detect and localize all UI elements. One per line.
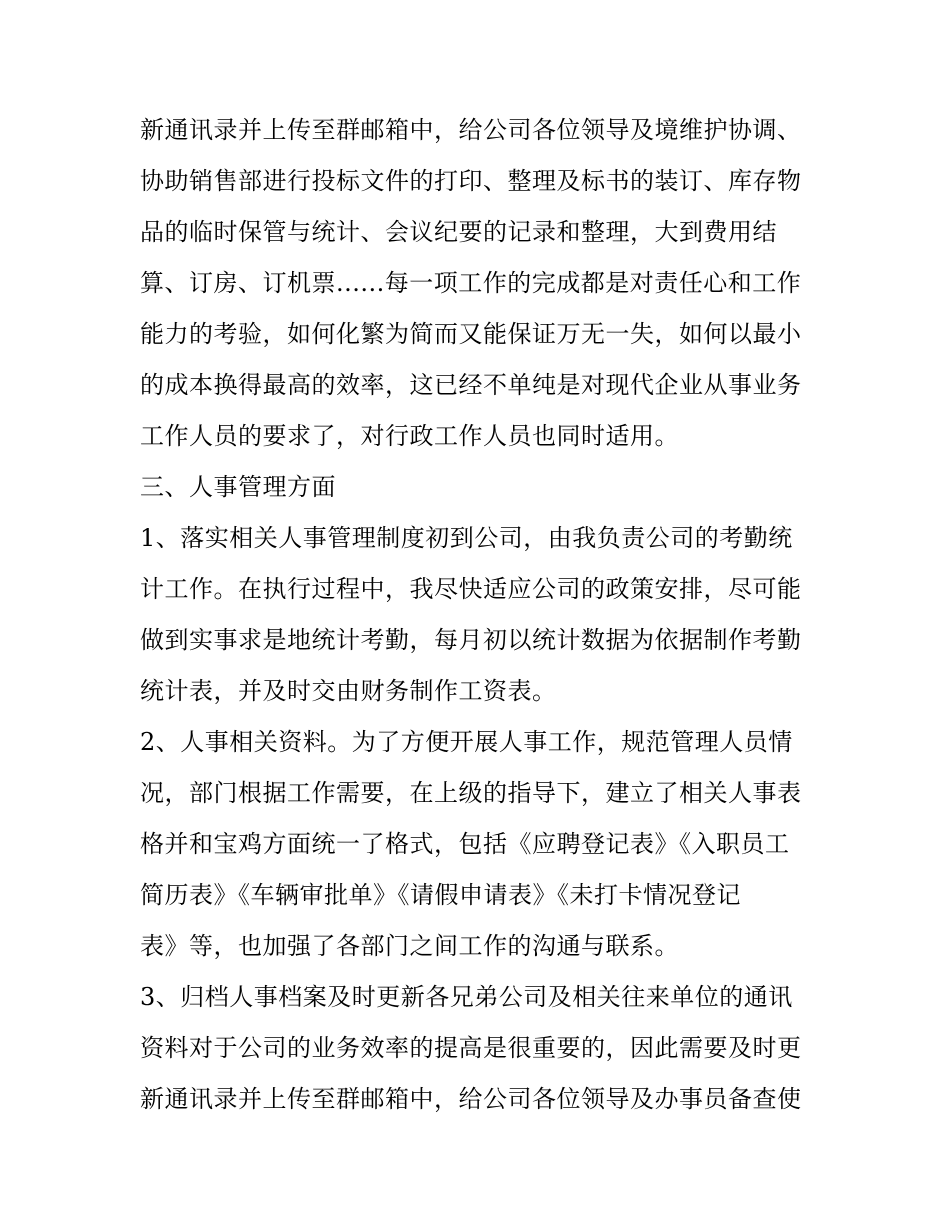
section-heading: 三、人事管理方面 [140, 473, 336, 501]
text-line: 新通讯录并上传至群邮箱中，给公司各位领导及境维护协调、 [140, 116, 802, 144]
text-line: 计工作。在执行过程中，我尽快适应公司的政策安排，尽可能 [140, 575, 802, 603]
text-line: 格并和宝鸡方面统一了格式，包括《应聘登记表》《入职员工 [140, 830, 790, 858]
text-line: 况，部门根据工作需要，在上级的指导下，建立了相关人事表 [140, 779, 802, 807]
text-line: 工作人员的要求了，对行政工作人员也同时适用。 [140, 422, 679, 450]
document-body [140, 105, 830, 1125]
text-line: 的成本换得最高的效率，这已经不单纯是对现代企业从事业务 [140, 371, 802, 399]
text-line: 品的临时保管与统计、会议纪要的记录和整理，大到费用结 [140, 218, 777, 246]
text-line: 算、订房、订机票......每一项工作的完成都是对责任心和工作 [140, 269, 802, 297]
text-line: 3、归档人事档案及时更新各兄弟公司及相关往来单位的通讯 [140, 983, 793, 1011]
text-line: 统计表，并及时交由财务制作工资表。 [140, 677, 557, 705]
text-line: 表》等，也加强了各部门之间工作的沟通与联系。 [140, 932, 679, 960]
text-line: 1、落实相关人事管理制度初到公司，由我负责公司的考勤统 [140, 524, 793, 552]
text-line: 资料对于公司的业务效率的提高是很重要的，因此需要及时更 [140, 1034, 802, 1062]
text-line: 新通讯录并上传至群邮箱中，给公司各位领导及办事员备查使 [140, 1085, 802, 1113]
text-line: 协助销售部进行投标文件的打印、整理及标书的装订、库存物 [140, 167, 802, 195]
text-line: 2、人事相关资料。为了方便开展人事工作，规范管理人员情 [140, 728, 793, 756]
text-line: 做到实事求是地统计考勤，每月初以统计数据为依据制作考勤 [140, 626, 802, 654]
text-line: 能力的考验，如何化繁为简而又能保证万无一失，如何以最小 [140, 320, 802, 348]
text-line: 简历表》《车辆审批单》《请假申请表》《未打卡情况登记 [140, 881, 741, 909]
